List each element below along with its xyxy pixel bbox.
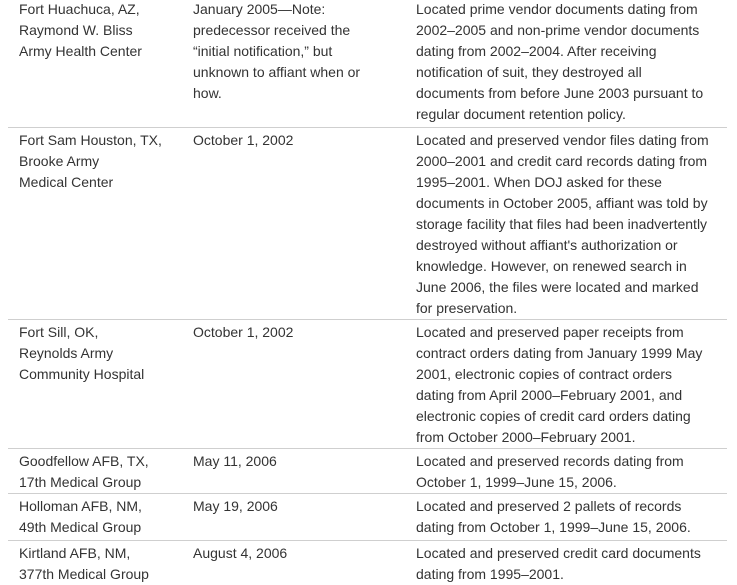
notice-date-cell: October 1, 2002 bbox=[193, 324, 294, 340]
notice-date-cell: January 2005—Note: predecessor received the “initial notification,” but unknown to affiant when or how. bbox=[193, 1, 361, 101]
preservation-action-cell: Located and preserved paper receipts from contract orders dating from January 1999 May 2001, electronic copies of contract orders dating from April 2000–February 2001, and electronic copies of credit card orders dating from October 2000–February 2001. bbox=[416, 324, 703, 445]
notice-date-cell: August 4, 2006 bbox=[193, 545, 288, 561]
table-row bbox=[8, 449, 727, 494]
facility-cell: Fort Sam Houston, TX, Brooke Army Medical Center bbox=[19, 132, 162, 190]
facility-cell: Fort Huachuca, AZ, Raymond W. Bliss Army Health Center bbox=[19, 1, 142, 59]
facility-cell: Fort Sill, OK, Reynolds Army Community Hospital bbox=[19, 324, 145, 382]
table-row bbox=[8, 494, 727, 541]
notice-date-cell: October 1, 2002 bbox=[193, 132, 294, 148]
table-row bbox=[8, 128, 727, 320]
table-row bbox=[8, 0, 727, 128]
facility-cell: Holloman AFB, NM, 49th Medical Group bbox=[19, 498, 142, 535]
preservation-action-cell: Located and preserved credit card documents dating from 1995–2001. bbox=[416, 545, 701, 582]
table-row bbox=[8, 320, 727, 449]
facility-cell: Goodfellow AFB, TX, 17th Medical Group bbox=[19, 453, 149, 490]
affidavit-table bbox=[8, 0, 727, 582]
preservation-action-cell: Located and preserved records dating from October 1, 1999–June 15, 2006. bbox=[416, 453, 684, 490]
preservation-action-cell: Located and preserved 2 pallets of records dating from October 1, 1999–June 15, 2006. bbox=[416, 498, 691, 535]
preservation-action-cell: Located prime vendor documents dating from 2002–2005 and non-prime vendor documents dating from 2002–2004. After receiving notification of suit, they destroyed all documents from before June 2003 pursuant to regular document retention policy. bbox=[416, 1, 704, 122]
notice-date-cell: May 19, 2006 bbox=[193, 498, 278, 514]
preservation-action-cell: Located and preserved vendor files dating from 2000–2001 and credit card records dating from 1995–2001. When DOJ asked for these documents in October 2005, affiant was told by storage facility that files had been inadvertently destroyed without affiant's authorization or knowledge. However, on renewed search in June 2006, the files were located and marked for preservation. bbox=[416, 132, 709, 316]
table-row bbox=[8, 541, 727, 582]
facility-cell: Kirtland AFB, NM, 377th Medical Group bbox=[19, 545, 149, 582]
notice-date-cell: May 11, 2006 bbox=[193, 453, 277, 469]
